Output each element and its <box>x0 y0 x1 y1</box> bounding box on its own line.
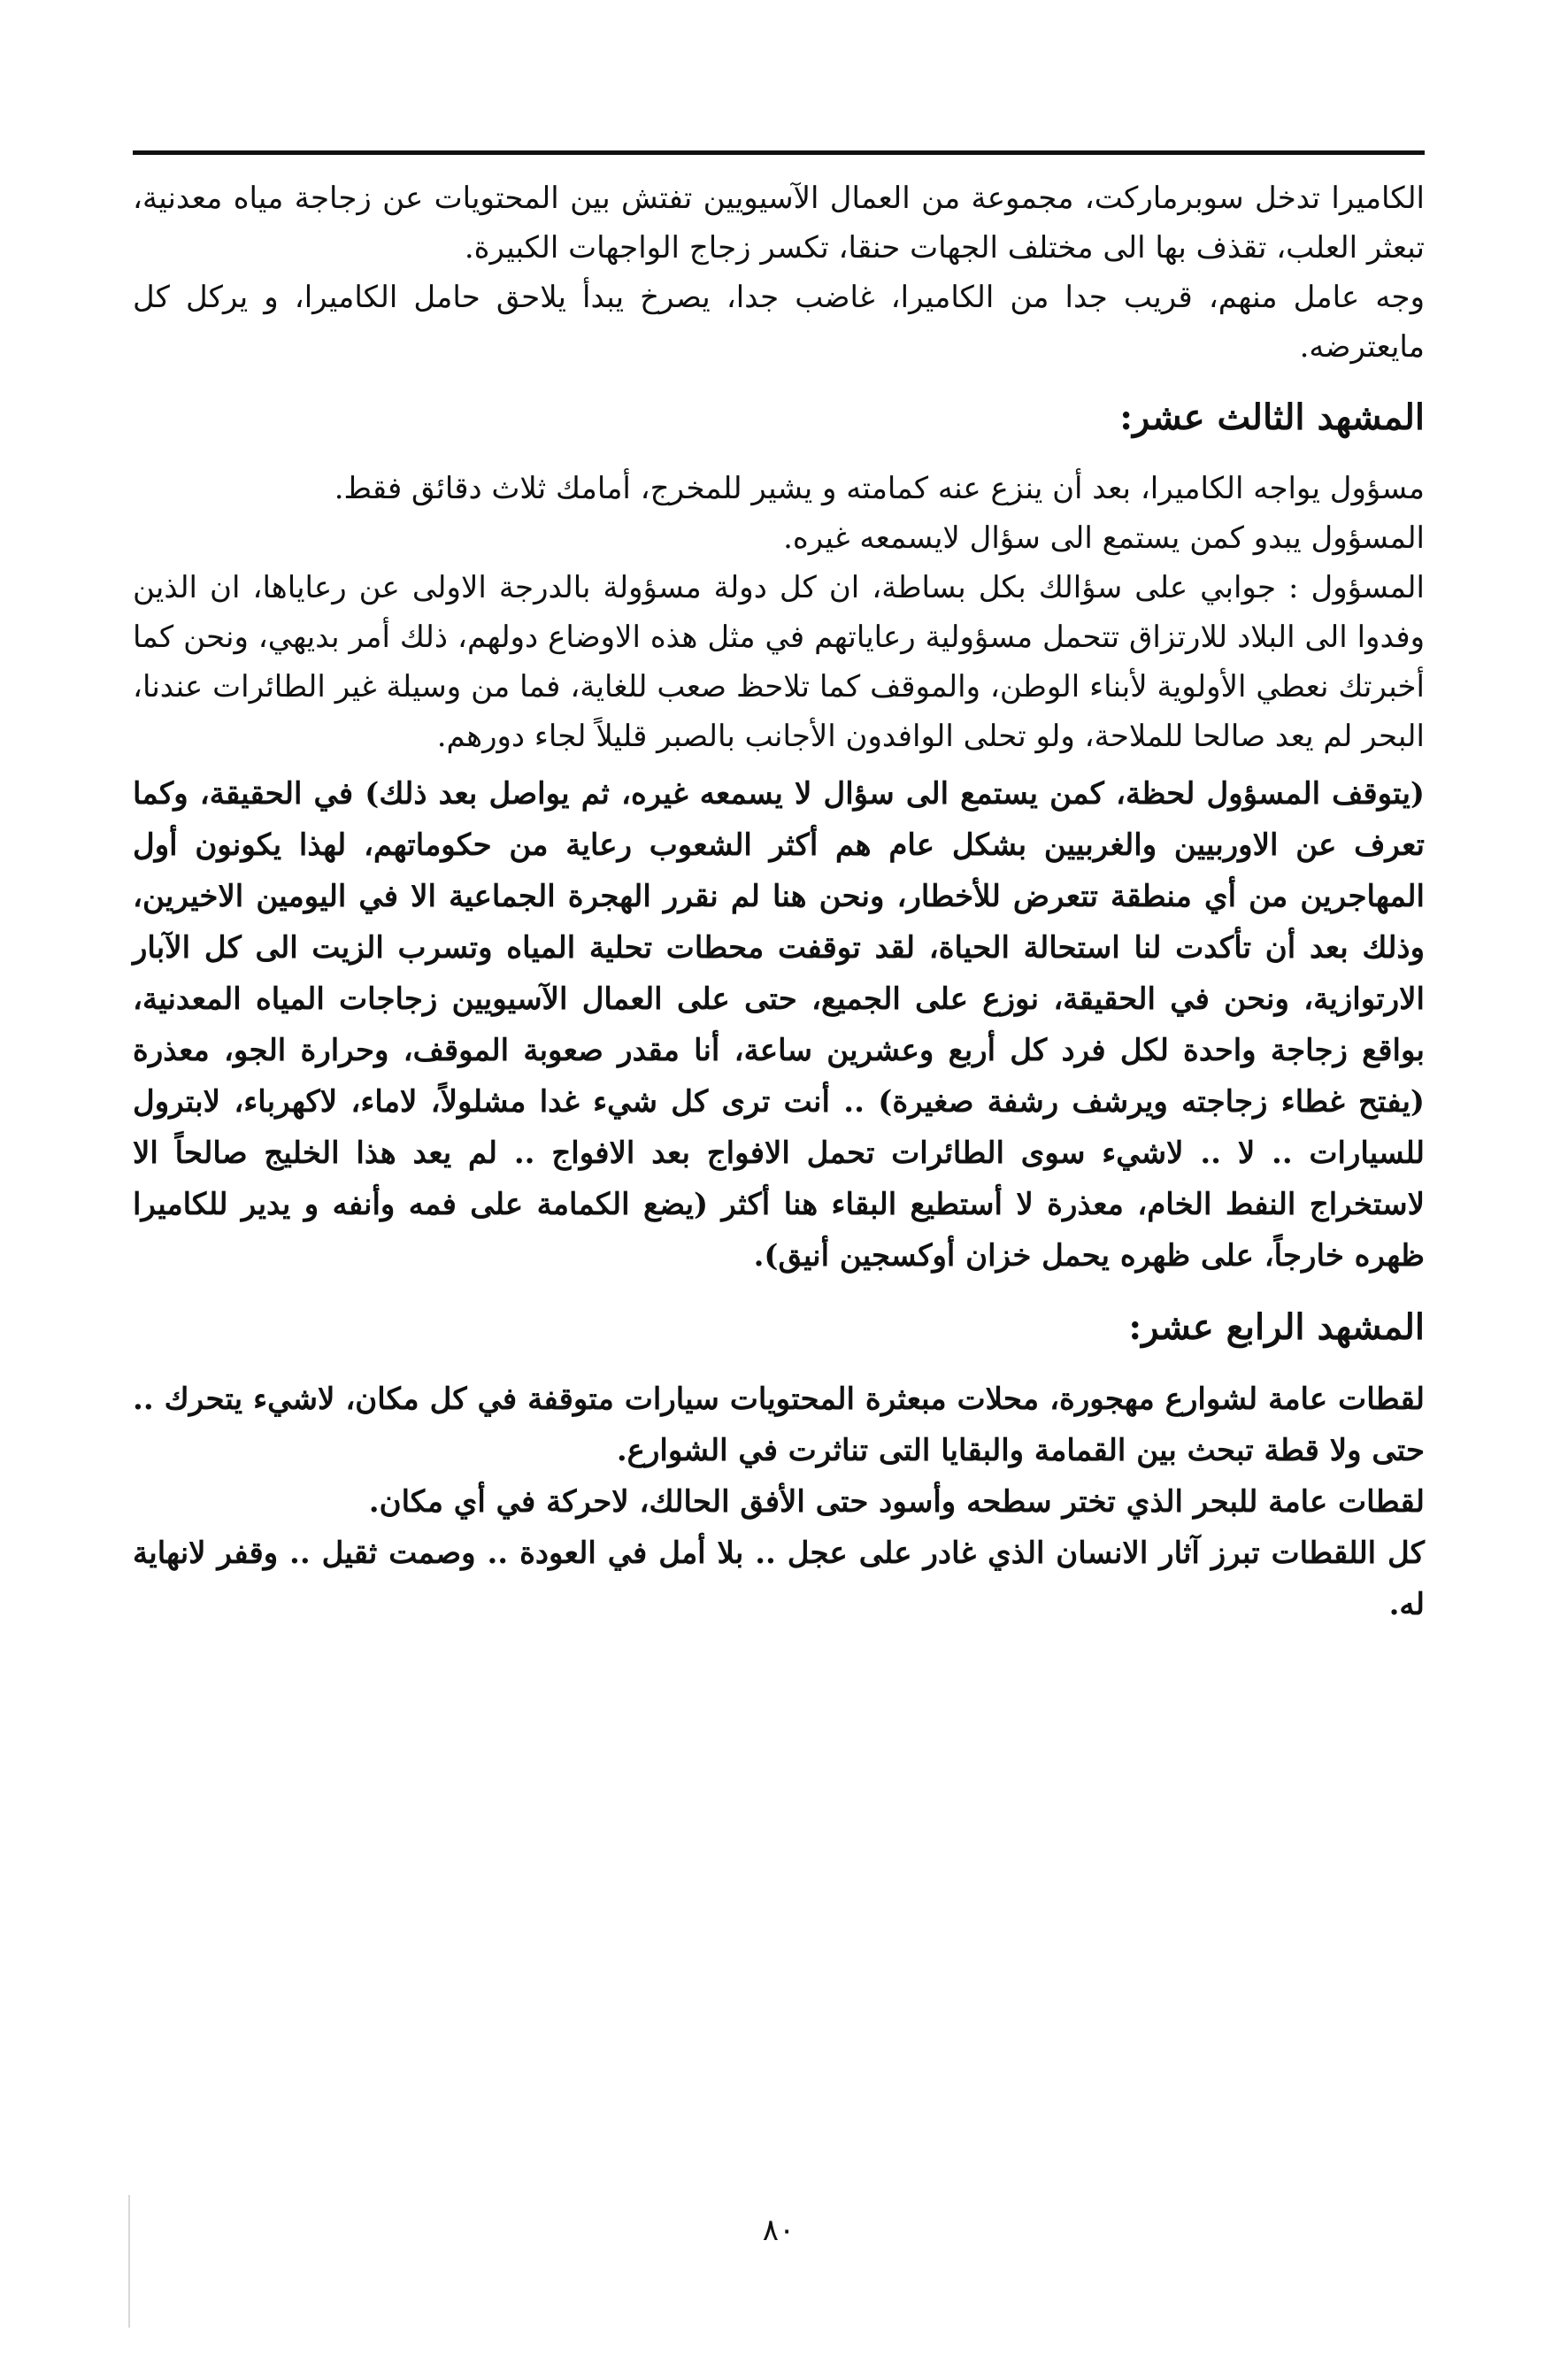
scene-paragraph: لقطات عامة للبحر الذي تختر سطحه وأسود حتى الأفق الحالك، لاحركة في أي مكان. <box>368 1484 1425 1520</box>
document-page <box>133 150 1425 2310</box>
page-content <box>133 173 1425 1630</box>
scene-paragraph: الكاميرا تدخل سوبرماركت، مجموعة من العمال الآسيويين تفتش بين المحتويات عن زجاجة مياه معدنية، تبعثر العلب، تقذف بها الى مختلف الجهات حنقا، تكسر زجاج الواجهات الكبيرة. <box>133 181 1425 266</box>
scene-paragraph: لقطات عامة لشوارع مهجورة، محلات مبعثرة المحتويات سيارات متوقفة في كل مكان، لاشيء يتحرك .. حتى ولا قطة تبحث بين القمامة والبقايا التى تناثرت في الشوارع. <box>133 1382 1425 1468</box>
page-number: ٨٠ <box>762 2213 796 2248</box>
scene-heading: المشهد الثالث عشر: <box>1119 396 1425 438</box>
stage-direction-paragraph: (يتوقف المسؤول لحظة، كمن يستمع الى سؤال لا يسمعه غيره، ثم يواصل بعد ذلك) في الحقيقة، وكما تعرف عن الاوربيين والغربيين بشكل عام هم أكثر الشعوب رعاية من حكوماتهم، لهذا يكونون أول المهاجرين من أي منطقة تتعرض للأخطار، ونحن هنا لم نقرر الهجرة الجماعية الا في اليومين الاخيرين، وذلك بعد أن تأكدت لنا استحالة الحياة، لقد توقفت محطات تحلية المياه وتسرب الزيت الى كل الآبار الارتوازية، ونحن في الحقيقة، نوزع على الجميع، حتى على العمال الآسيويين زجاجات المياه المعدنية، بواقع زجاجة واحدة لكل فرد كل أربع وعشرين ساعة، أنا مقدر صعوبة الموقف، وحرارة الجو، معذرة (يفتح غطاء زجاجته ويرشف رشفة صغيرة) .. أنت ترى كل شيء غدا مشلولاً، لاماء، لاكهرباء، لابترول للسيارات .. لا .. لاشيء سوى الطائرات تحمل الافواج بعد الافواج .. لم يعد هذا الخليج صالحاً الا لاستخراج النفط الخام، معذرة لا أستطيع البقاء هنا أكثر (يضع الكمامة على فمه وأنفه و يدير للكاميرا ظهره خارجاً، على ظهره يحمل خزان أوكسجين أنيق). <box>133 776 1425 1274</box>
scene-paragraph: وجه عامل منهم، قريب جدا من الكاميرا، غاضب جدا، يصرخ يبدأ يلاحق حامل الكاميرا، و يركل كل مايعترضه. <box>133 280 1425 365</box>
top-rule <box>133 150 1425 155</box>
scene-heading: المشهد الرابع عشر: <box>1128 1306 1425 1348</box>
scene-paragraph: مسؤول يواجه الكاميرا، بعد أن ينزع عنه كمامته و يشير للمخرج، أمامك ثلاث دقائق فقط. <box>334 471 1425 506</box>
margin-mark <box>128 2195 130 2328</box>
scene-paragraph: المسؤول يبدو كمن يستمع الى سؤال لايسمعه غيره. <box>783 520 1425 556</box>
scene-paragraph: كل اللقطات تبرز آثار الانسان الذي غادر على عجل .. بلا أمل في العودة .. وصمت ثقيل .. وقفر لانهاية له. <box>133 1536 1425 1622</box>
dialog-paragraph: المسؤول : جوابي على سؤالك بكل بساطة، ان كل دولة مسؤولة بالدرجة الاولى عن رعاياها، ان الذين وفدوا الى البلاد للارتزاق تتحمل مسؤولية رعاياتهم في مثل هذه الاوضاع دولهم، ذلك أمر بديهي، ونحن كما أخبرتك نعطي الأولوية لأبناء الوطن، والموقف كما تلاحظ صعب للغاية، فما من وسيلة غير الطائرات عندنا، البحر لم يعد صالحا للملاحة، ولو تحلى الوافدون الأجانب بالصبر قليلاً لجاء دورهم. <box>133 570 1425 754</box>
